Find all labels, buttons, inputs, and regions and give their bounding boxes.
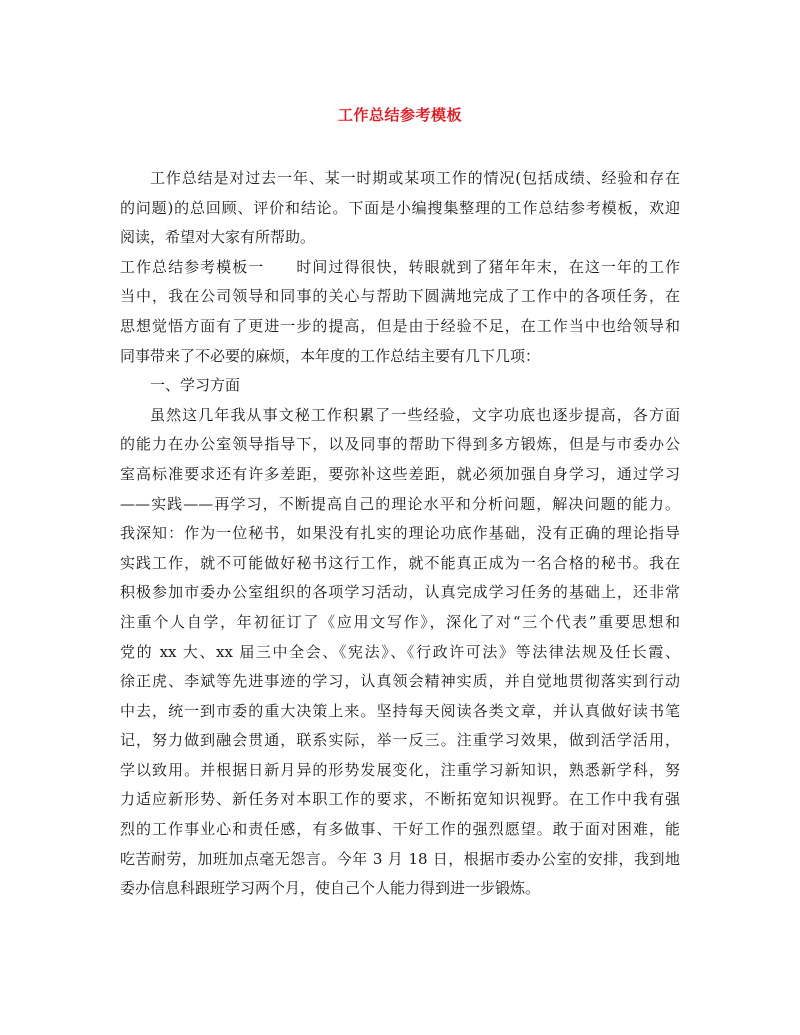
body-line: 一、学习方面 (150, 376, 241, 395)
body-line: ——实践——再学习，不断提高自己的理论水平和分析问题，解决问题的能力。 (120, 494, 680, 513)
body-line: 徐正虎、李斌等先进事迹的学习，认真领会精神实质，并自觉地贯彻落实到行动 (120, 672, 680, 691)
body-line: 委办信息科跟班学习两个月，使自己个人能力得到进一步锻炼。 (120, 879, 541, 898)
document-body (120, 164, 680, 904)
body-line: 我深知：作为一位秘书，如果没有扎实的理论功底作基础，没有正确的理论指导 (120, 524, 680, 543)
body-line: 室高标准要求还有许多差距，要弥补这些差距，就必须加强自身学习，通过学习 (120, 464, 680, 483)
body-line: 的问题)的总回顾、评价和结论。下面是小编搜集整理的工作总结参考模板，欢迎 (120, 198, 680, 217)
body-line: 注重个人自学，年初征订了《应用文写作》，深化了对“三个代表”重要思想和 (120, 612, 680, 631)
body-line: 思想觉悟方面有了更进一步的提高，但是由于经验不足，在工作当中也给领导和 (120, 316, 680, 335)
body-line: 工作总结参考模板一 时间过得很快，转眼就到了猪年年末，在这一年的工作 (120, 257, 680, 276)
body-line: 当中，我在公司领导和同事的关心与帮助下圆满地完成了工作中的各项任务，在 (120, 287, 680, 306)
body-line: 学以致用。并根据日新月异的形势发展变化，注重学习新知识，熟悉新学科，努 (120, 760, 680, 779)
body-line: 烈的工作事业心和责任感，有多做事、干好工作的强烈愿望。敢于面对困难，能 (120, 820, 680, 839)
body-line: 力适应新形势、新任务对本职工作的要求，不断拓宽知识视野。在工作中我有强 (120, 790, 680, 809)
body-line: 阅读，希望对大家有所帮助。 (120, 228, 316, 247)
body-line: 虽然这几年我从事文秘工作积累了一些经验，文字功底也逐步提高，各方面 (150, 405, 680, 424)
body-line: 实践工作，就不可能做好秘书这行工作，就不能真正成为一名合格的秘书。我在 (120, 553, 680, 572)
body-line: 党的 xx 大、xx 届三中全会、《宪法》、《行政许可法》等法律法规及任长霞、 (120, 642, 680, 661)
document-title: 工作总结参考模板 (337, 106, 462, 124)
body-line: 记，努力做到融会贯通，联系实际，举一反三。注重学习效果，做到活学活用， (120, 731, 680, 750)
body-line: 的能力在办公室领导指导下，以及同事的帮助下得到多方锻炼，但是与市委办公 (120, 435, 680, 454)
body-line: 工作总结是对过去一年、某一时期或某项工作的情况(包括成绩、经验和存在 (150, 169, 680, 187)
body-line: 积极参加市委办公室组织的各项学习活动，认真完成学习任务的基础上，还非常 (120, 583, 680, 602)
body-line: 吃苦耐劳，加班加点毫无怨言。今年 3 月 18 日，根据市委办公室的安排，我到地 (120, 849, 680, 868)
body-line: 同事带来了不必要的麻烦，本年度的工作总结主要有几下几项： (120, 346, 541, 365)
body-line: 中去，统一到市委的重大决策上来。坚持每天阅读各类文章，并认真做好读书笔 (120, 701, 680, 720)
